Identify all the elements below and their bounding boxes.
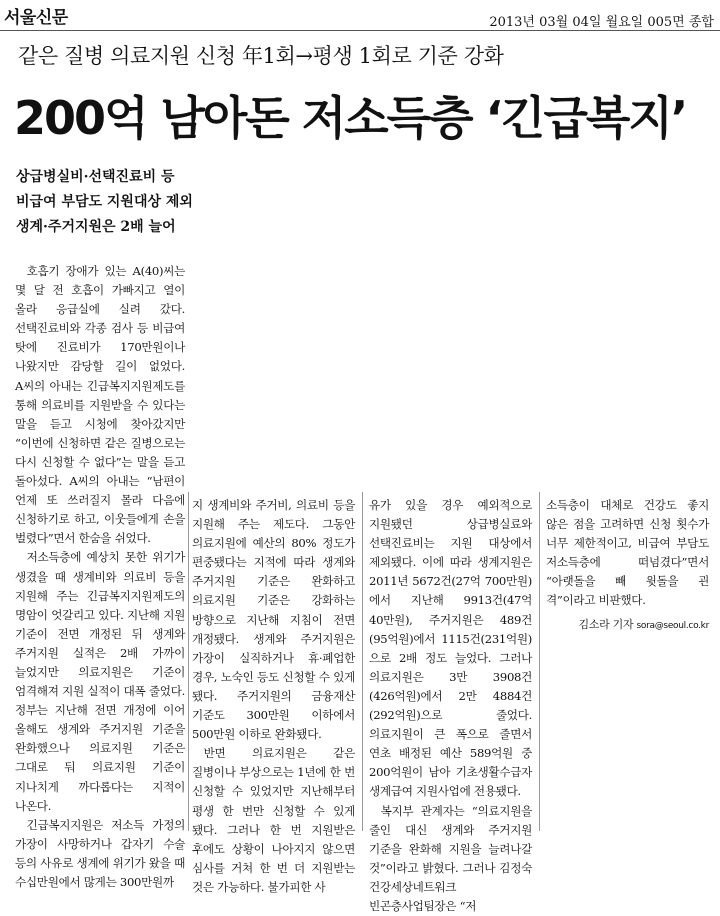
newspaper-logo: 서울신문 — [4, 3, 68, 28]
column-divider — [539, 492, 540, 831]
article-byline — [546, 615, 709, 636]
column-divider — [188, 492, 189, 831]
body-paragraph: 소득층이 대체로 건강도 좋지 않은 점을 고려하면 신청 횟수가 너무 제한적이고, 비급여 부담도 저소득층에 떠넘겼다”면서 “아랫돌을 빼 윗돌을 괸 격”이라고 비판했다. — [546, 496, 709, 611]
byline-name: 김소라 기자 — [578, 618, 633, 631]
body-paragraph: 반면 의료지원은 같은 질병이나 부상으로는 1년에 한 번 신청할 수 있었지만 지난해부터 평생 한 번만 신청할 수 있게 됐다. 그러나 한 번 지원받은 후에도 상황이 나아지지 않으면 심사를 거쳐 한 번 더 지원받는 것은 가능하다. 불가피한 사 — [192, 744, 355, 897]
masthead-bar — [0, 0, 720, 31]
body-paragraph: 복지부 관계자는 “의료지원을 줄인 대신 생계와 주거지원 기준을 완화해 지원을 늘려나갈 것”이라고 밝혔다. 그러나 김정숙 건강세상네트워크 빈곤층사업팀장은 “저 — [369, 802, 532, 916]
body-paragraph: 긴급복지지원은 저소득 가정의 가장이 사망하거나 갑자기 수술 등의 사유로 생계에 위기가 왔을 때 수십만원에서 많게는 300만원까 — [15, 816, 185, 892]
body-paragraph: 저소득층에 예상치 못한 위기가 생겼을 때 생계비와 의료비 등을 지원해 주는 긴급복지지원제도의 명암이 엇갈리고 있다. 지난해 지원 기준이 전면 개정된 뒤 생계와 주거지원 실적은 2배 가까이 늘었지만 의료지원은 기준이 엄격해져 지원 실적이 대폭 줄었다. 정부는 지난해 전면 개정에 이어 올해도 생계와 주거지원 기준을 완화했으나 의료지원 기준은 그대로 둬 의료지원 기준이 지나치게 까다롭다는 지적이 나온다. — [15, 548, 185, 815]
issue-date-line: 2013년 03월 04일 월요일 005면 종합 — [489, 11, 714, 30]
body-column-2 — [192, 496, 355, 897]
byline-email: sora@seoul.co.kr — [637, 621, 709, 631]
article-subhead: 같은 질병 의료지원 신청 年1회→평생 1회로 기준 강화 — [18, 40, 503, 70]
column-divider — [362, 492, 363, 831]
deck-line: 상급병실비·선택진료비 등 — [16, 165, 193, 190]
body-paragraph: 지 생계비와 주거비, 의료비 등을 지원해 주는 제도다. 그동안 의료지원에 예산의 80% 정도가 편중됐다는 지적에 따라 생계와 주거지원 기준은 완화하고 의료지원 기준은 강화하는 방향으로 지난해 지침이 전면 개정됐다. 생계와 주거지원은 가장이 실직하거나 휴·폐업한 경우, 노숙인 등도 신청할 수 있게 됐다. 주거지원의 금융재산 기준도 300만원 이하에서 500만원 이하로 완화됐다. — [192, 496, 355, 744]
deck-line: 비급여 부담도 지원대상 제외 — [16, 190, 193, 215]
article-deck — [16, 165, 193, 240]
body-paragraph: 호흡기 장애가 있는 A(40)씨는 몇 달 전 호흡이 가빠지고 열이 올라 응급실에 실려 갔다. 선택진료비와 각종 검사 등 비급여 탓에 진료비가 170만원이나 나왔지만 감당할 길이 없었다. A씨의 아내는 긴급복지지원제도를 통해 의료비를 지원받을 수 있다는 말을 듣고 시청에 찾아갔지만 “이번에 신청하면 같은 질병으로는 다시 신청할 수 없다”는 말을 듣고 돌아섰다. A씨의 아내는 “남편이 언제 또 쓰러질지 몰라 다음에 신청하기로 하고, 이웃들에게 손을 벌렸다”면서 한숨을 쉬었다. — [15, 262, 185, 548]
body-column-4 — [546, 496, 709, 636]
body-column-3 — [369, 496, 532, 916]
body-column-1 — [15, 262, 185, 892]
article-headline: 200억 남아돈 저소득층 ‘긴급복지’ — [14, 82, 686, 148]
deck-line: 생계·주거지원은 2배 늘어 — [16, 215, 193, 240]
body-paragraph: 유가 있을 경우 예외적으로 지원됐던 상급병실료와 선택진료비는 지원 대상에서 제외됐다. 이에 따라 생계지원은 2011년 5672건(27억 700만원)에서 지난해 9913건(47억 40만원), 주거지원은 489건(95억원)에서 1115건(231억원)으로 2배 정도 늘었다. 그러나 의료지원은 3만 3908건(426억원)에서 2만 4884건(292억원)으로 줄었다. 의료지원이 큰 폭으로 줄면서 연초 배정된 예산 589억원 중 200억원이 남아 기초생활수급자 생계급여 지원사업에 전용됐다. — [369, 496, 532, 802]
